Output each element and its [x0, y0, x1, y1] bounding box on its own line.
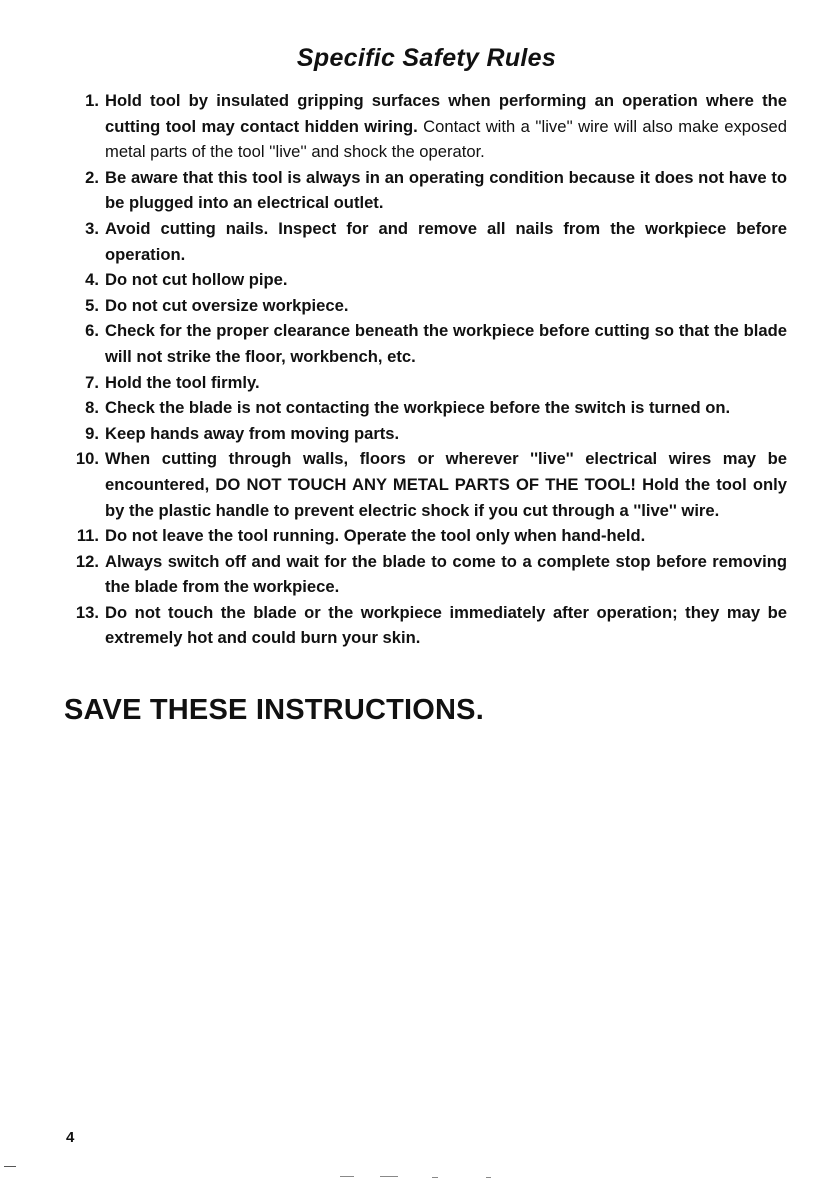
rule-number: 8.: [85, 398, 99, 418]
rule-number: 1.: [85, 91, 99, 110]
rule-number: 3.: [85, 218, 99, 238]
rule-number: 13.: [75, 602, 99, 622]
rule-item: [65, 600, 787, 651]
rule-item: [65, 421, 787, 447]
rule-bold-text: Check for the proper clearance beneath the workpiece before cutting so that the blade will not strike the floor, workbench, etc.: [105, 321, 787, 366]
page-title: Specific Safety Rules: [296, 44, 557, 72]
rule-number: 4.: [85, 270, 99, 290]
rule-item: [65, 523, 787, 549]
rule-item: [65, 88, 787, 165]
rule-bold-text: Keep hands away from moving parts.: [105, 423, 400, 443]
rule-bold-text: Avoid cutting nails. Inspect for and remove all nails from the workpiece before operation.: [105, 218, 787, 264]
rule-item: [65, 293, 787, 319]
rule-item: [65, 318, 787, 369]
rule-bold-text: Check the blade is not contacting the workpiece before the switch is turned on.: [105, 398, 731, 418]
rule-number: 12.: [75, 551, 99, 571]
page-number: 4: [66, 1129, 75, 1146]
rule-number: 11.: [76, 526, 99, 546]
rule-number: 5.: [85, 295, 99, 315]
rule-bold-text: Always switch off and wait for the blade to come to a complete stop before removing the blade from the workpiece.: [105, 551, 787, 597]
rule-bold-text: Do not cut hollow pipe.: [105, 270, 288, 290]
rule-bold-text: Be aware that this tool is always in an operating condition because it does not have to be plugged into an electrical outlet.: [105, 167, 787, 213]
scan-edge-mark: [4, 1166, 16, 1167]
rule-bold-text: When cutting through walls, floors or wherever ''live'' electrical wires may be encountered, DO NOT TOUCH ANY METAL PARTS OF THE TOOL! Hold the tool only by the plastic handle to prevent electric shock if you cut through a ''live'' wire.: [105, 449, 787, 520]
rule-item: [65, 216, 787, 267]
scan-artifact: [340, 1176, 354, 1177]
rule-item: [65, 165, 787, 216]
scan-artifact: [432, 1177, 438, 1178]
rule-number: 10.: [75, 449, 99, 469]
safety-rules-list: [65, 88, 787, 651]
rule-bold-text: Hold the tool firmly.: [105, 372, 260, 392]
rule-number: 9.: [85, 423, 99, 443]
rule-normal-text: Contact with a ''live'' wire will also make exposed metal parts of the tool ''live'' and shock the operator.: [105, 116, 787, 162]
rule-number: 2.: [85, 167, 99, 187]
rule-bold-text: Hold tool by insulated gripping surfaces when performing an operation where the cutting tool may contact hidden wiring.: [105, 91, 787, 136]
rule-item: [65, 370, 787, 396]
rule-bold-text: Do not leave the tool running. Operate the tool only when hand-held.: [105, 526, 646, 546]
scan-artifact: [380, 1176, 398, 1177]
rule-bold-text: Do not touch the blade or the workpiece immediately after operation; they may be extremely hot and could burn your skin.: [105, 602, 787, 648]
rule-item: [65, 446, 787, 523]
rule-item: [65, 549, 787, 600]
save-instructions-notice: SAVE THESE INSTRUCTIONS.: [64, 694, 484, 726]
scan-artifact: [486, 1177, 491, 1178]
rule-item: [65, 267, 787, 293]
rule-number: 7.: [85, 372, 99, 392]
rule-number: 6.: [85, 321, 99, 341]
rule-item: [65, 395, 787, 421]
rule-bold-text: Do not cut oversize workpiece.: [105, 295, 349, 315]
